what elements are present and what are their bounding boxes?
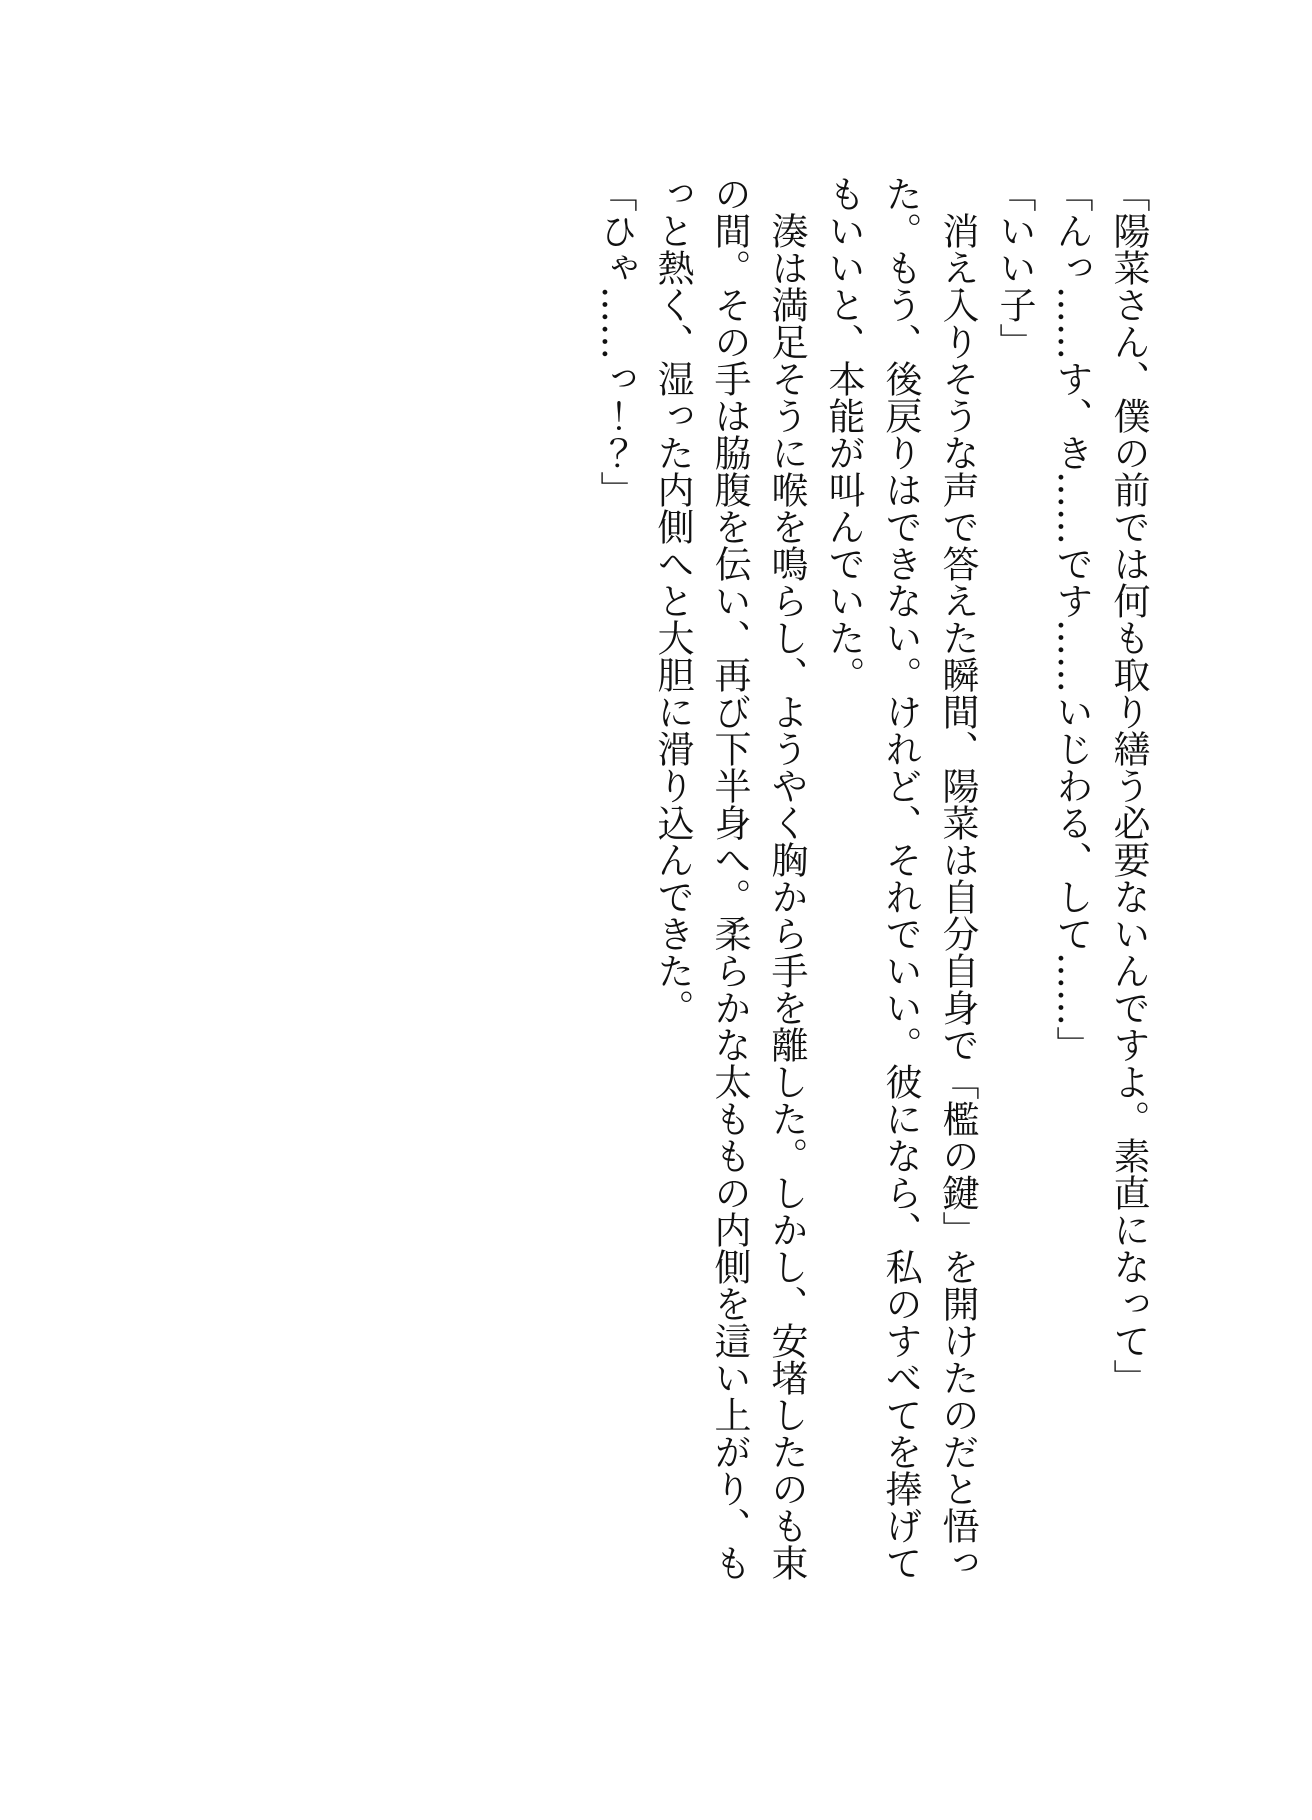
paragraph-narrative-1: 消え入りそうな声で答えた瞬間、陽菜は自分自身で「檻の鍵」を開けたのだと悟った。もう、後戻りはできない。けれど、それでいい。彼になら、私のすべてを捧げてもいいと、本能が叫んでいた。 (822, 175, 979, 1581)
paragraph-narrative-2: 湊は満足そうに喉を鳴らし、ようやく胸から手を離した。しかし、安堵したのも束の間。その手は脇腹を伝い、再び下半身へ。柔らかな太ももの内側を這い上がり、もっと熱く、湿った内側へと大胆に滑り込んできた。 (651, 175, 808, 1581)
paragraph-dialogue-1: 「陽菜さん、僕の前では何も取り繕う必要ないんですよ。素直になって」 (1107, 175, 1150, 1396)
vertical-text-block (587, 175, 1157, 1585)
paragraph-dialogue-3: 「いい子」 (993, 175, 1036, 360)
paragraph-dialogue-4: 「ひゃ……っ！？」 (594, 175, 637, 508)
paragraph-dialogue-2: 「んっ……す、き……です……いじわる、して……」 (1050, 175, 1093, 1063)
